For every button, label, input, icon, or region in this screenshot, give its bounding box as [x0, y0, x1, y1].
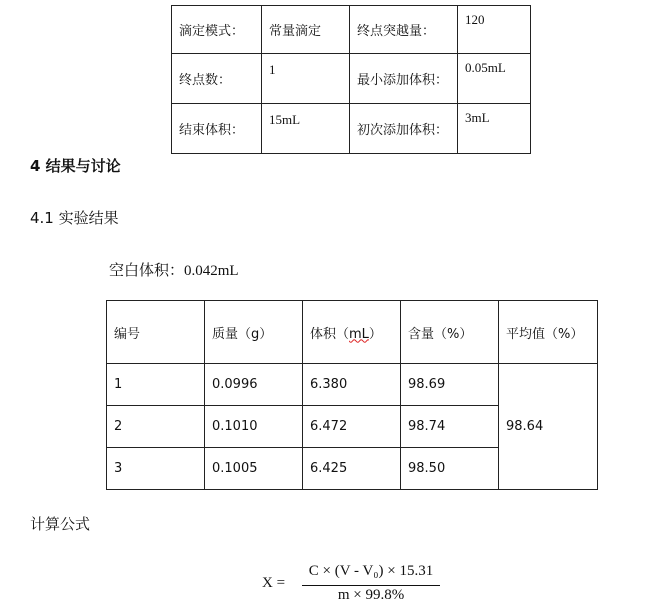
param-key: 结束体积： [172, 104, 262, 154]
results-table [106, 300, 598, 490]
blank-volume-value: 0.042mL [184, 263, 239, 279]
cell-mass: 0.0996 [205, 364, 303, 406]
header-cell: 编号 [107, 301, 205, 364]
cell-id: 1 [107, 364, 205, 406]
section-heading: 4 结果与讨论 [30, 157, 121, 175]
param-key: 终点突越量： [350, 6, 458, 54]
header-cell: 平均值（%） [499, 301, 598, 364]
formula-label: 计算公式 [30, 515, 91, 533]
cell-mass: 0.1010 [205, 406, 303, 448]
parameter-table [171, 5, 531, 154]
formula-denominator: m × 99.8% [337, 587, 405, 603]
header-volume-unit: mL [349, 326, 369, 342]
cell-average: 98.64 [499, 364, 598, 490]
param-key: 终点数： [172, 54, 262, 104]
fraction-bar [302, 585, 440, 586]
cell-content: 98.50 [401, 448, 499, 490]
subsection-heading: 4.1 实验结果 [30, 209, 119, 227]
parameter-row [172, 54, 531, 104]
param-value: 120 [458, 6, 531, 54]
formula-lhs: X = [262, 575, 286, 591]
formula-numerator: C × (V - V₀) × 15.31 [308, 563, 434, 579]
cell-content: 98.74 [401, 406, 499, 448]
cell-id: 3 [107, 448, 205, 490]
header-volume-close: ） [368, 326, 382, 342]
param-value: 3mL [458, 104, 531, 154]
param-value: 0.05mL [458, 54, 531, 104]
param-value: 15mL [262, 104, 350, 154]
cell-content: 98.69 [401, 364, 499, 406]
param-key: 滴定模式： [172, 6, 262, 54]
cell-volume: 6.425 [303, 448, 401, 490]
header-volume-open: 体积（ [310, 326, 350, 342]
parameter-row [172, 6, 531, 54]
table-header-row [107, 301, 598, 364]
param-key: 最小添加体积： [350, 54, 458, 104]
param-value: 常量滴定 [262, 6, 350, 54]
table-row [107, 364, 598, 406]
blank-volume-label: 空白体积： [109, 261, 185, 279]
header-cell: 质量（g） [205, 301, 303, 364]
parameter-row [172, 104, 531, 154]
cell-volume: 6.380 [303, 364, 401, 406]
blank-volume [109, 259, 239, 280]
header-cell: 含量（%） [401, 301, 499, 364]
cell-id: 2 [107, 406, 205, 448]
cell-volume: 6.472 [303, 406, 401, 448]
cell-mass: 0.1005 [205, 448, 303, 490]
param-key: 初次添加体积： [350, 104, 458, 154]
param-value: 1 [262, 54, 350, 104]
header-cell [303, 301, 401, 364]
